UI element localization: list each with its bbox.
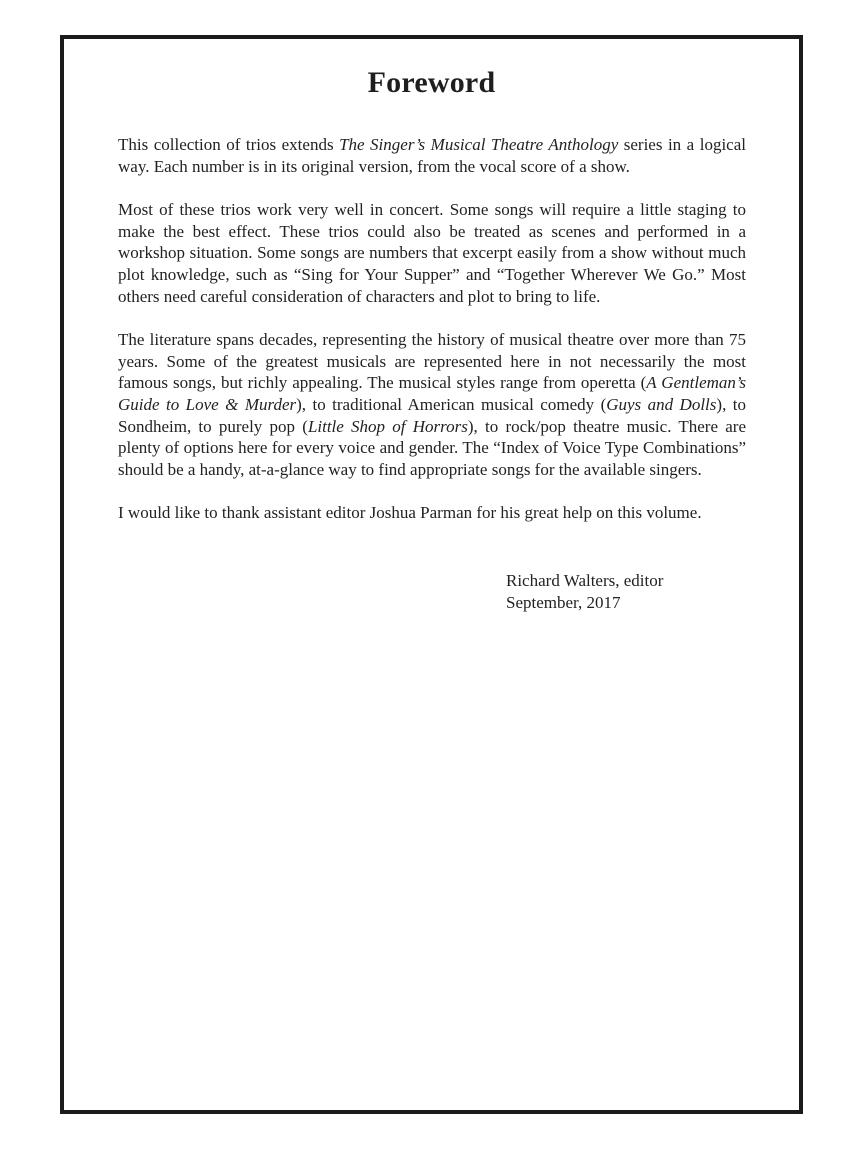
- paragraph: [118, 134, 746, 177]
- body-text: series in a logical way. Each number is in its original version, from the vocal score of a show.: [118, 135, 746, 176]
- body-text: I would like to thank assistant editor Joshua Parman for his great help on this volume.: [118, 503, 702, 523]
- page-title: Foreword: [367, 66, 496, 99]
- italic-work-title: Little Shop of Horrors: [307, 416, 468, 436]
- body-text: Most of these trios work very well in concert. Some songs will require a little staging to make the best effect. These trios could also be treated as scenes and performed in a workshop situation. Some songs are numbers that excerpt easily from a show without much plot knowledge, such as “Sing for Your Supper” and “Together Wherever We Go.” Most others need careful consideration of characters and plot to bring to life.: [118, 200, 746, 306]
- body-text: ), to traditional American musical comedy (: [296, 394, 607, 414]
- signature-date: September, 2017: [506, 592, 621, 612]
- body-text: The literature spans decades, representing the history of musical theatre over more than 75 years. Some of the greatest musicals are represented here in not necessarily the most famous songs, but richly appealing. The musical styles range from operetta (: [118, 330, 746, 393]
- foreword-paragraphs: [118, 134, 746, 524]
- body-text: ), to rock/pop theatre music. There are plenty of options here for every voice and gender. The “Index of Voice Type Combinations” should be a handy, at-a-glance way to find appropriate songs for the available singers.: [118, 416, 746, 479]
- paragraph: [118, 329, 746, 480]
- paragraph: [118, 199, 746, 307]
- paragraph: [118, 502, 746, 524]
- body-text: ), to Sondheim, to purely pop (: [118, 394, 746, 436]
- italic-work-title: The Singer’s Musical Theatre Anthology: [339, 135, 619, 154]
- page-border-frame: [60, 35, 803, 1114]
- signature-block: [506, 570, 746, 613]
- italic-work-title: A Gentleman’s Guide to Love & Murder: [118, 373, 746, 414]
- signature-name: Richard Walters, editor: [506, 570, 664, 590]
- italic-work-title: Guys and Dolls: [606, 394, 717, 414]
- foreword-body: [118, 134, 746, 613]
- body-text: This collection of trios extends: [118, 135, 340, 154]
